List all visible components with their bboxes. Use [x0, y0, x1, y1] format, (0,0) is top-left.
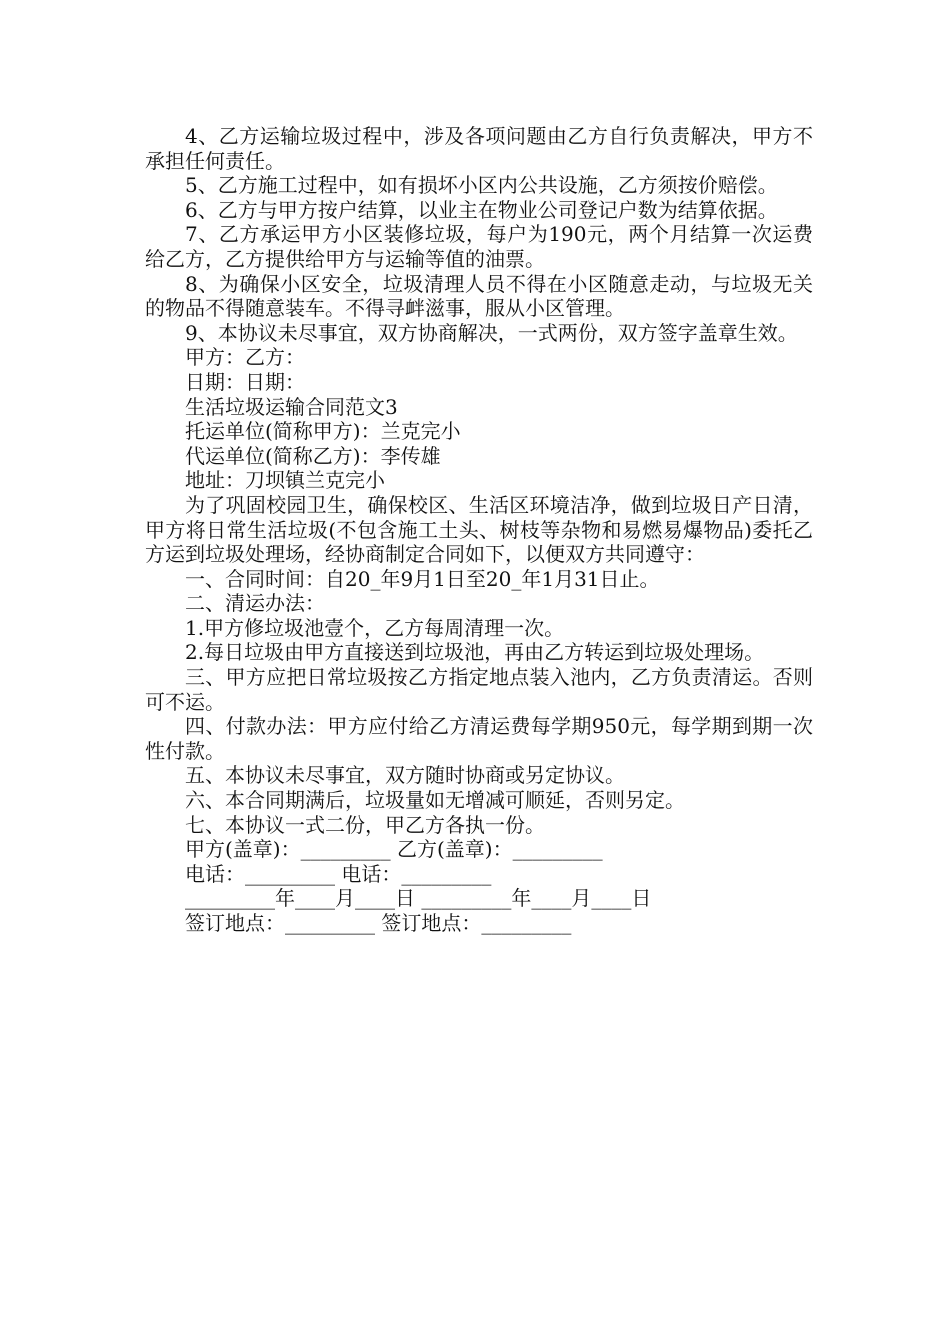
address-line: 地址：刀坝镇兰克完小	[185, 468, 385, 493]
phone-line: 电话：_________ 电话：_________	[185, 861, 492, 886]
term-1: 一、合同时间：自20_年9月1日至20_年1月31日止。	[185, 566, 660, 591]
term-7: 七、本协议一式二份，甲乙方各执一份。	[185, 812, 545, 837]
clause-9: 9、本协议未尽事宜，双方协商解决，一式两份，双方签字盖章生效。	[185, 320, 798, 345]
clause-7: 7、乙方承运甲方小区装修垃圾，每户为190元，两个月结算一次运费给乙方，乙方提供给甲方与运输等值的油票。	[145, 222, 813, 271]
term-2-item-1: 1.甲方修垃圾池壹个，乙方每周清理一次。	[185, 615, 565, 640]
clause-4: 4、乙方运输垃圾过程中，涉及各项问题由乙方自行负责解决，甲方不承担任何责任。	[145, 124, 813, 173]
term-3: 三、甲方应把日常垃圾按乙方指定地点装入池内，乙方负责清运。否则可不运。	[145, 665, 813, 714]
term-6: 六、本合同期满后，垃圾量如无增减可顺延，否则另定。	[185, 788, 685, 813]
term-2-item-2: 2.每日垃圾由甲方直接送到垃圾池，再由乙方转运到垃圾处理场。	[185, 640, 765, 665]
clause-8: 8、为确保小区安全，垃圾清理人员不得在小区随意走动，与垃圾无关的物品不得随意装车。不得寻衅滋事，服从小区管理。	[145, 271, 813, 321]
clause-5: 5、乙方施工过程中，如有损坏小区内公共设施，乙方须按价赔偿。	[185, 173, 778, 198]
signing-date-line: _________年____月____日 _________年____月____日	[185, 886, 652, 911]
party-line: 甲方：乙方：	[185, 345, 305, 370]
signing-place-line: 签订地点：_________ 签订地点：_________	[185, 911, 572, 935]
preamble: 为了巩固校园卫生，确保校区、生活区环境洁净，做到垃圾日产日清，甲方将日常生活垃圾(不包含施工土头、树枝等杂物和易燃易爆物品)委托乙方运到垃圾处理场，经协商制定合同如下，以便双方共同遵守：	[145, 492, 813, 567]
document-page	[145, 124, 813, 936]
consignor-line: 托运单位(简称甲方)：兰克完小	[185, 419, 461, 444]
date-line: 日期：日期：	[185, 369, 305, 394]
carrier-line: 代运单位(简称乙方)：李传雄	[185, 443, 441, 468]
clause-6: 6、乙方与甲方按户结算，以业主在物业公司登记户数为结算依据。	[185, 197, 778, 222]
term-2: 二、清运办法：	[185, 591, 325, 616]
seal-line: 甲方(盖章)：_________ 乙方(盖章)：_________	[185, 837, 603, 862]
term-5: 五、本协议未尽事宜，双方随时协商或另定协议。	[185, 763, 625, 788]
section-title: 生活垃圾运输合同范文3	[185, 394, 398, 419]
term-4: 四、付款办法：甲方应付给乙方清运费每学期950元，每学期到期一次性付款。	[145, 714, 813, 763]
